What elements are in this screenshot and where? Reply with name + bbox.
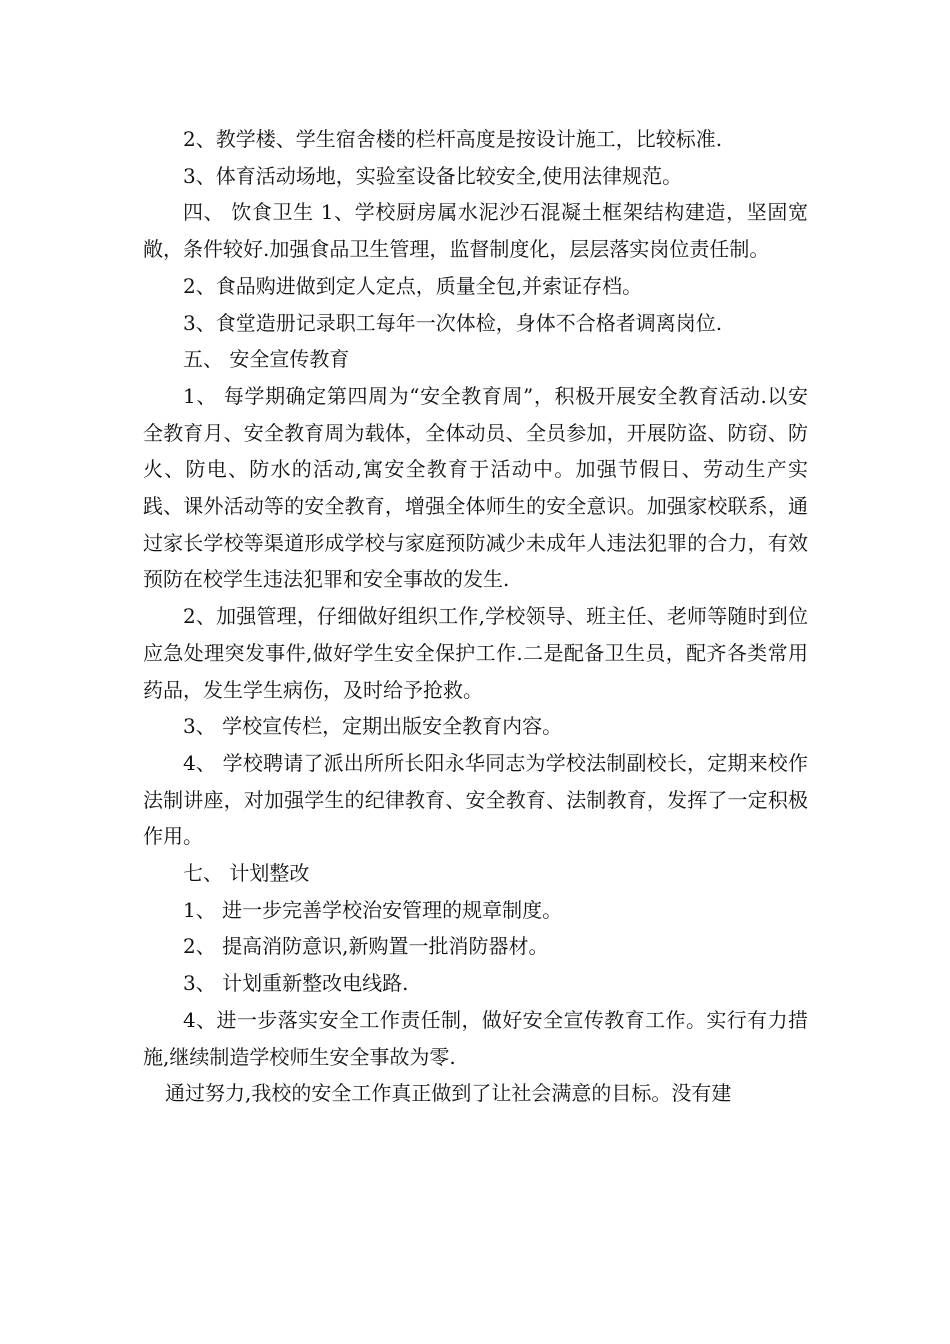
heading-rectification-plan: 七、 计划整改	[183, 861, 310, 886]
paragraph-plan-2: 2、 提高消防意识,新购置一批消防器材。	[183, 934, 549, 959]
heading-safety-education: 五、 安全宣传教育	[183, 347, 350, 372]
paragraph-bulletin-board: 3、 学校宣传栏，定期出版安全教育内容。	[183, 714, 563, 739]
paragraph-conclusion: 通过努力,我校的安全工作真正做到了让社会满意的目标。没有建	[165, 1081, 732, 1106]
paragraph-plan-4: 4、进一步落实安全工作责任制，做好安全宣传教育工作。实行有力措施,继续制造学校师生安全事故为零.	[143, 1007, 808, 1069]
paragraph-management: 2、加强管理，仔细做好组织工作,学校领导、班主任、老师等随时到位应急处理突发事件,做好学生安全保护工作.二是配备卫生员，配齐各类常用药品，发生学生病伤，及时给予抢救。	[143, 604, 808, 702]
paragraph-safety-week: 1、 每学期确定第四周为“安全教育周”，积极开展安全教育活动.以安全教育月、安全教育周为载体，全体动员、全员参加，开展防盗、防窃、防火、防电、防水的活动,寓安全教育于活动中。加强节假日、劳动生产实践、课外活动等的安全教育，增强全体师生的安全意识。加强家校联系，通过家长学校等渠道形成学校与家庭预防减少未成年人违法犯罪的合力，有效预防在校学生违法犯罪和安全事故的发生.	[143, 383, 808, 592]
document-body	[143, 121, 808, 1112]
paragraph-plan-1: 1、 进一步完善学校治安管理的规章制度。	[183, 897, 563, 922]
paragraph-staff-checkup: 3、食堂造册记录职工每年一次体检，身体不合格者调离岗位.	[183, 310, 723, 335]
paragraph-sports-venue: 3、体育活动场地，实验室设备比较安全,使用法律规范。	[183, 163, 683, 188]
paragraph-plan-3: 3、 计划重新整改电线路.	[183, 971, 409, 996]
paragraph-food-hygiene: 四、 饮食卫生 1、学校厨房属水泥沙石混凝土框架结构建造，坚固宽敞，条件较好.加强食品卫生管理，监督制度化，层层落实岗位责任制。	[143, 200, 808, 262]
paragraph-legal-vice-principal: 4、 学校聘请了派出所所长阳永华同志为学校法制副校长，定期来校作法制讲座，对加强学生的纪律教育、安全教育、法制教育，发挥了一定积极作用。	[143, 750, 808, 849]
paragraph-railing-height: 2、教学楼、学生宿舍楼的栏杆高度是按设计施工，比较标准.	[183, 127, 723, 151]
paragraph-food-purchase: 2、食品购进做到定人定点，质量全包,并索证存档。	[183, 273, 643, 298]
